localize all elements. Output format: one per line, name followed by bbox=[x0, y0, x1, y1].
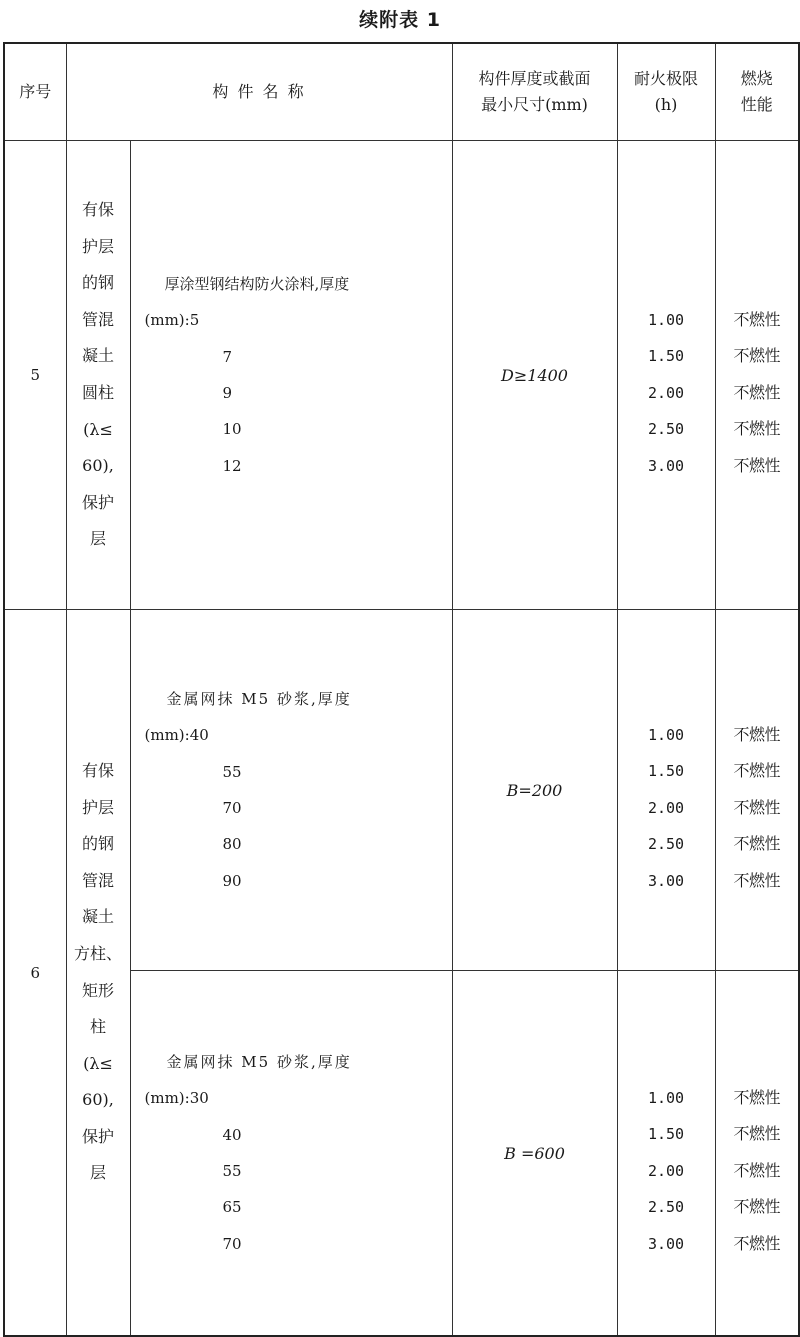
component-type-line: 的钢 bbox=[81, 273, 114, 293]
combustion-value: 不燃性 bbox=[733, 797, 781, 817]
component-type-line: 护层 bbox=[81, 797, 114, 817]
min-section-size bbox=[452, 971, 617, 1337]
combustion-value: 不燃性 bbox=[733, 761, 781, 781]
fire-limit-value: 1.00 bbox=[647, 310, 685, 329]
combustion-value: 不燃性 bbox=[733, 834, 781, 854]
combustion-value: 不燃性 bbox=[733, 309, 781, 329]
thickness-value: 9 bbox=[222, 384, 233, 402]
header-combustion bbox=[715, 43, 799, 141]
component-type-line: 圆柱 bbox=[81, 383, 114, 402]
description-line: (mm):5 bbox=[144, 311, 200, 330]
component-type-line: 管混 bbox=[81, 309, 114, 329]
component-type-line: 凝土 bbox=[81, 907, 114, 927]
thickness-value: 65 bbox=[222, 1198, 242, 1217]
header-combustion-line2: 性能 bbox=[740, 95, 773, 114]
combustion-value: 不燃性 bbox=[733, 870, 781, 890]
combustion-value: 不燃性 bbox=[733, 724, 781, 744]
fire-limit-value: 1.50 bbox=[647, 347, 685, 366]
combustion-value: 不燃性 bbox=[733, 1087, 781, 1107]
min-section-size bbox=[452, 141, 617, 610]
combustion-performance bbox=[715, 610, 799, 971]
fire-limit-value: 1.50 bbox=[647, 1125, 685, 1144]
fire-limit-value: 2.00 bbox=[647, 798, 685, 817]
combustion-value: 不燃性 bbox=[733, 346, 781, 366]
fire-limit-value: 1.00 bbox=[647, 1088, 685, 1107]
component-type-line: 管混 bbox=[81, 870, 114, 890]
component-type-line: 方柱、 bbox=[73, 943, 122, 963]
description-line: (mm):30 bbox=[144, 1089, 209, 1108]
fire-resistance-table bbox=[3, 42, 800, 1337]
construction-description bbox=[130, 141, 452, 610]
component-type-line: (λ≤ bbox=[83, 419, 113, 439]
fire-limit-value: 1.00 bbox=[647, 725, 685, 744]
combustion-value: 不燃性 bbox=[733, 1124, 781, 1144]
fire-limit-value: 2.50 bbox=[647, 1198, 685, 1217]
component-type-line: 有保 bbox=[81, 760, 114, 780]
component-type-line: 层 bbox=[89, 529, 106, 549]
row-number: 5 bbox=[4, 141, 66, 610]
component-type-line: 层 bbox=[89, 1163, 106, 1183]
min-section-size-value: B =600 bbox=[504, 1143, 565, 1163]
combustion-performance bbox=[715, 141, 799, 610]
description-line: 金属网抹 M5 砂浆,厚度 bbox=[166, 1052, 352, 1071]
component-type-line: 保护 bbox=[81, 492, 114, 512]
header-name bbox=[66, 43, 452, 141]
component-type-line: 60), bbox=[82, 1090, 114, 1110]
thickness-value: 10 bbox=[222, 420, 242, 439]
combustion-value: 不燃性 bbox=[733, 419, 781, 439]
fire-limit-value: 1.50 bbox=[647, 762, 685, 781]
min-section-size-value: D≥1400 bbox=[501, 365, 568, 385]
component-type-line: 矩形 bbox=[81, 980, 114, 1000]
combustion-value: 不燃性 bbox=[733, 382, 781, 402]
row-number: 6 bbox=[4, 610, 66, 1337]
header-limit-line1: 耐火极限 bbox=[634, 69, 699, 88]
combustion-value: 不燃性 bbox=[733, 1233, 781, 1253]
thickness-value: 55 bbox=[222, 1162, 242, 1180]
page-title: 续附表 1 bbox=[359, 9, 441, 31]
description-line: 金属网抹 M5 砂浆,厚度 bbox=[166, 689, 352, 708]
fire-limit-value: 2.50 bbox=[647, 420, 685, 439]
thickness-value: 80 bbox=[222, 835, 242, 854]
header-limit bbox=[617, 43, 715, 141]
thickness-value: 55 bbox=[222, 762, 242, 781]
component-type-line: 60), bbox=[82, 456, 114, 476]
fire-limit-value: 3.00 bbox=[647, 456, 685, 475]
thickness-value: 12 bbox=[222, 456, 242, 475]
fire-limit-value: 2.50 bbox=[647, 835, 685, 854]
component-type-line: 柱 bbox=[89, 1017, 106, 1037]
component-type-line: (λ≤ bbox=[83, 1053, 113, 1073]
combustion-value: 不燃性 bbox=[733, 455, 781, 475]
component-type bbox=[66, 141, 130, 610]
component-type-line: 的钢 bbox=[81, 834, 114, 854]
fire-limit bbox=[617, 610, 715, 971]
combustion-value: 不燃性 bbox=[733, 1197, 781, 1217]
header-thickness bbox=[452, 43, 617, 141]
thickness-value: 70 bbox=[222, 1234, 242, 1253]
fire-limit-value: 3.00 bbox=[647, 1234, 685, 1253]
thickness-value: 40 bbox=[222, 1125, 242, 1144]
header-thickness-line2: 最小尺寸(mm) bbox=[481, 95, 588, 114]
header-name-label: 构 件 名 称 bbox=[212, 82, 306, 101]
header-limit-line2: (h) bbox=[654, 95, 678, 114]
header-row bbox=[4, 43, 799, 141]
header-no: 序号 bbox=[4, 43, 66, 141]
component-type-line: 保护 bbox=[81, 1126, 114, 1146]
construction-description bbox=[130, 610, 452, 971]
fire-limit-value: 3.00 bbox=[647, 871, 685, 890]
combustion-value: 不燃性 bbox=[733, 1160, 781, 1180]
thickness-value: 90 bbox=[222, 871, 242, 890]
component-type-line: 有保 bbox=[81, 200, 114, 220]
combustion-performance bbox=[715, 971, 799, 1337]
table-row bbox=[4, 141, 799, 610]
fire-limit bbox=[617, 971, 715, 1337]
thickness-value: 7 bbox=[222, 347, 233, 366]
description-line: (mm):40 bbox=[144, 726, 209, 745]
fire-limit-value: 2.00 bbox=[647, 1161, 685, 1180]
component-type-line: 护层 bbox=[81, 236, 114, 256]
fire-limit-value: 2.00 bbox=[647, 383, 685, 402]
header-thickness-line1: 构件厚度或截面 bbox=[478, 69, 591, 88]
min-section-size bbox=[452, 610, 617, 971]
component-type-line: 凝土 bbox=[81, 346, 114, 366]
min-section-size-value: B=200 bbox=[506, 780, 563, 800]
table-row bbox=[4, 610, 799, 971]
component-type bbox=[66, 610, 130, 1337]
description-line: 厚涂型钢结构防火涂料,厚度 bbox=[164, 274, 350, 293]
thickness-value: 70 bbox=[222, 799, 242, 817]
fire-limit bbox=[617, 141, 715, 610]
construction-description bbox=[130, 971, 452, 1337]
header-combustion-line1: 燃烧 bbox=[740, 69, 773, 88]
